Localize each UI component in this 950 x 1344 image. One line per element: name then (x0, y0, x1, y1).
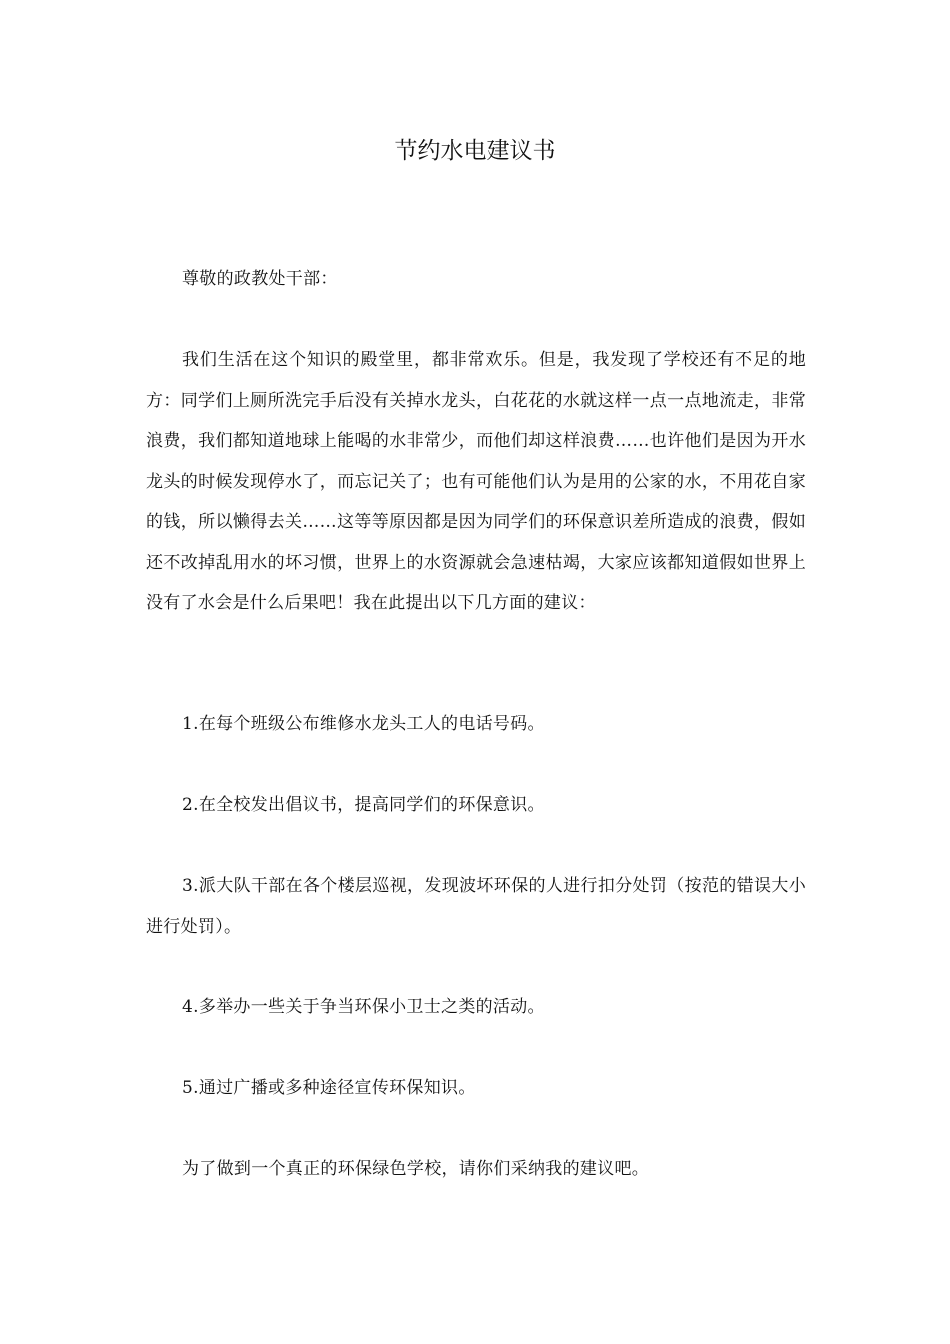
suggestion-item-4: 4.多举办一些关于争当环保小卫士之类的活动。 (182, 997, 545, 1017)
suggestion-item-1: 1.在每个班级公布维修水龙头工人的电话号码。 (182, 714, 545, 734)
greeting: 尊敬的政教处干部： (182, 269, 338, 289)
closing-paragraph: 为了做到一个真正的环保绿色学校，请你们采纳我的建议吧。 (182, 1159, 650, 1179)
suggestion-item-5: 5.通过广播或多种途径宣传环保知识。 (182, 1078, 476, 1098)
body-paragraph: 我们生活在这个知识的殿堂里，都非常欢乐。但是，我发现了学校还有不足的地方：同学们上厕所洗完手后没有关掉水龙头，白花花的水就这样一点一点地流走，非常浪费，我们都知道地球上能喝的水非常少，而他们却这样浪费……也许他们是因为开水龙头的时候发现停水了，而忘记关了；也有可能他们认为是用的公家的水，不用花自家的钱，所以懒得去关……这等等原因都是因为同学们的环保意识差所造成的浪费，假如还不改掉乱用水的坏习惯，世界上的水资源就会急速枯竭，大家应该都知道假如世界上没有了水会是什么后果吧！我在此提出以下几方面的建议： (146, 350, 806, 613)
document-title: 节约水电建议书 (394, 138, 556, 164)
suggestion-item-3: 3.派大队干部在各个楼层巡视，发现波坏环保的人进行扣分处罚（按范的错误大小进行处罚）。 (146, 876, 806, 937)
suggestion-item-2: 2.在全校发出倡议书，提高同学们的环保意识。 (182, 795, 545, 815)
